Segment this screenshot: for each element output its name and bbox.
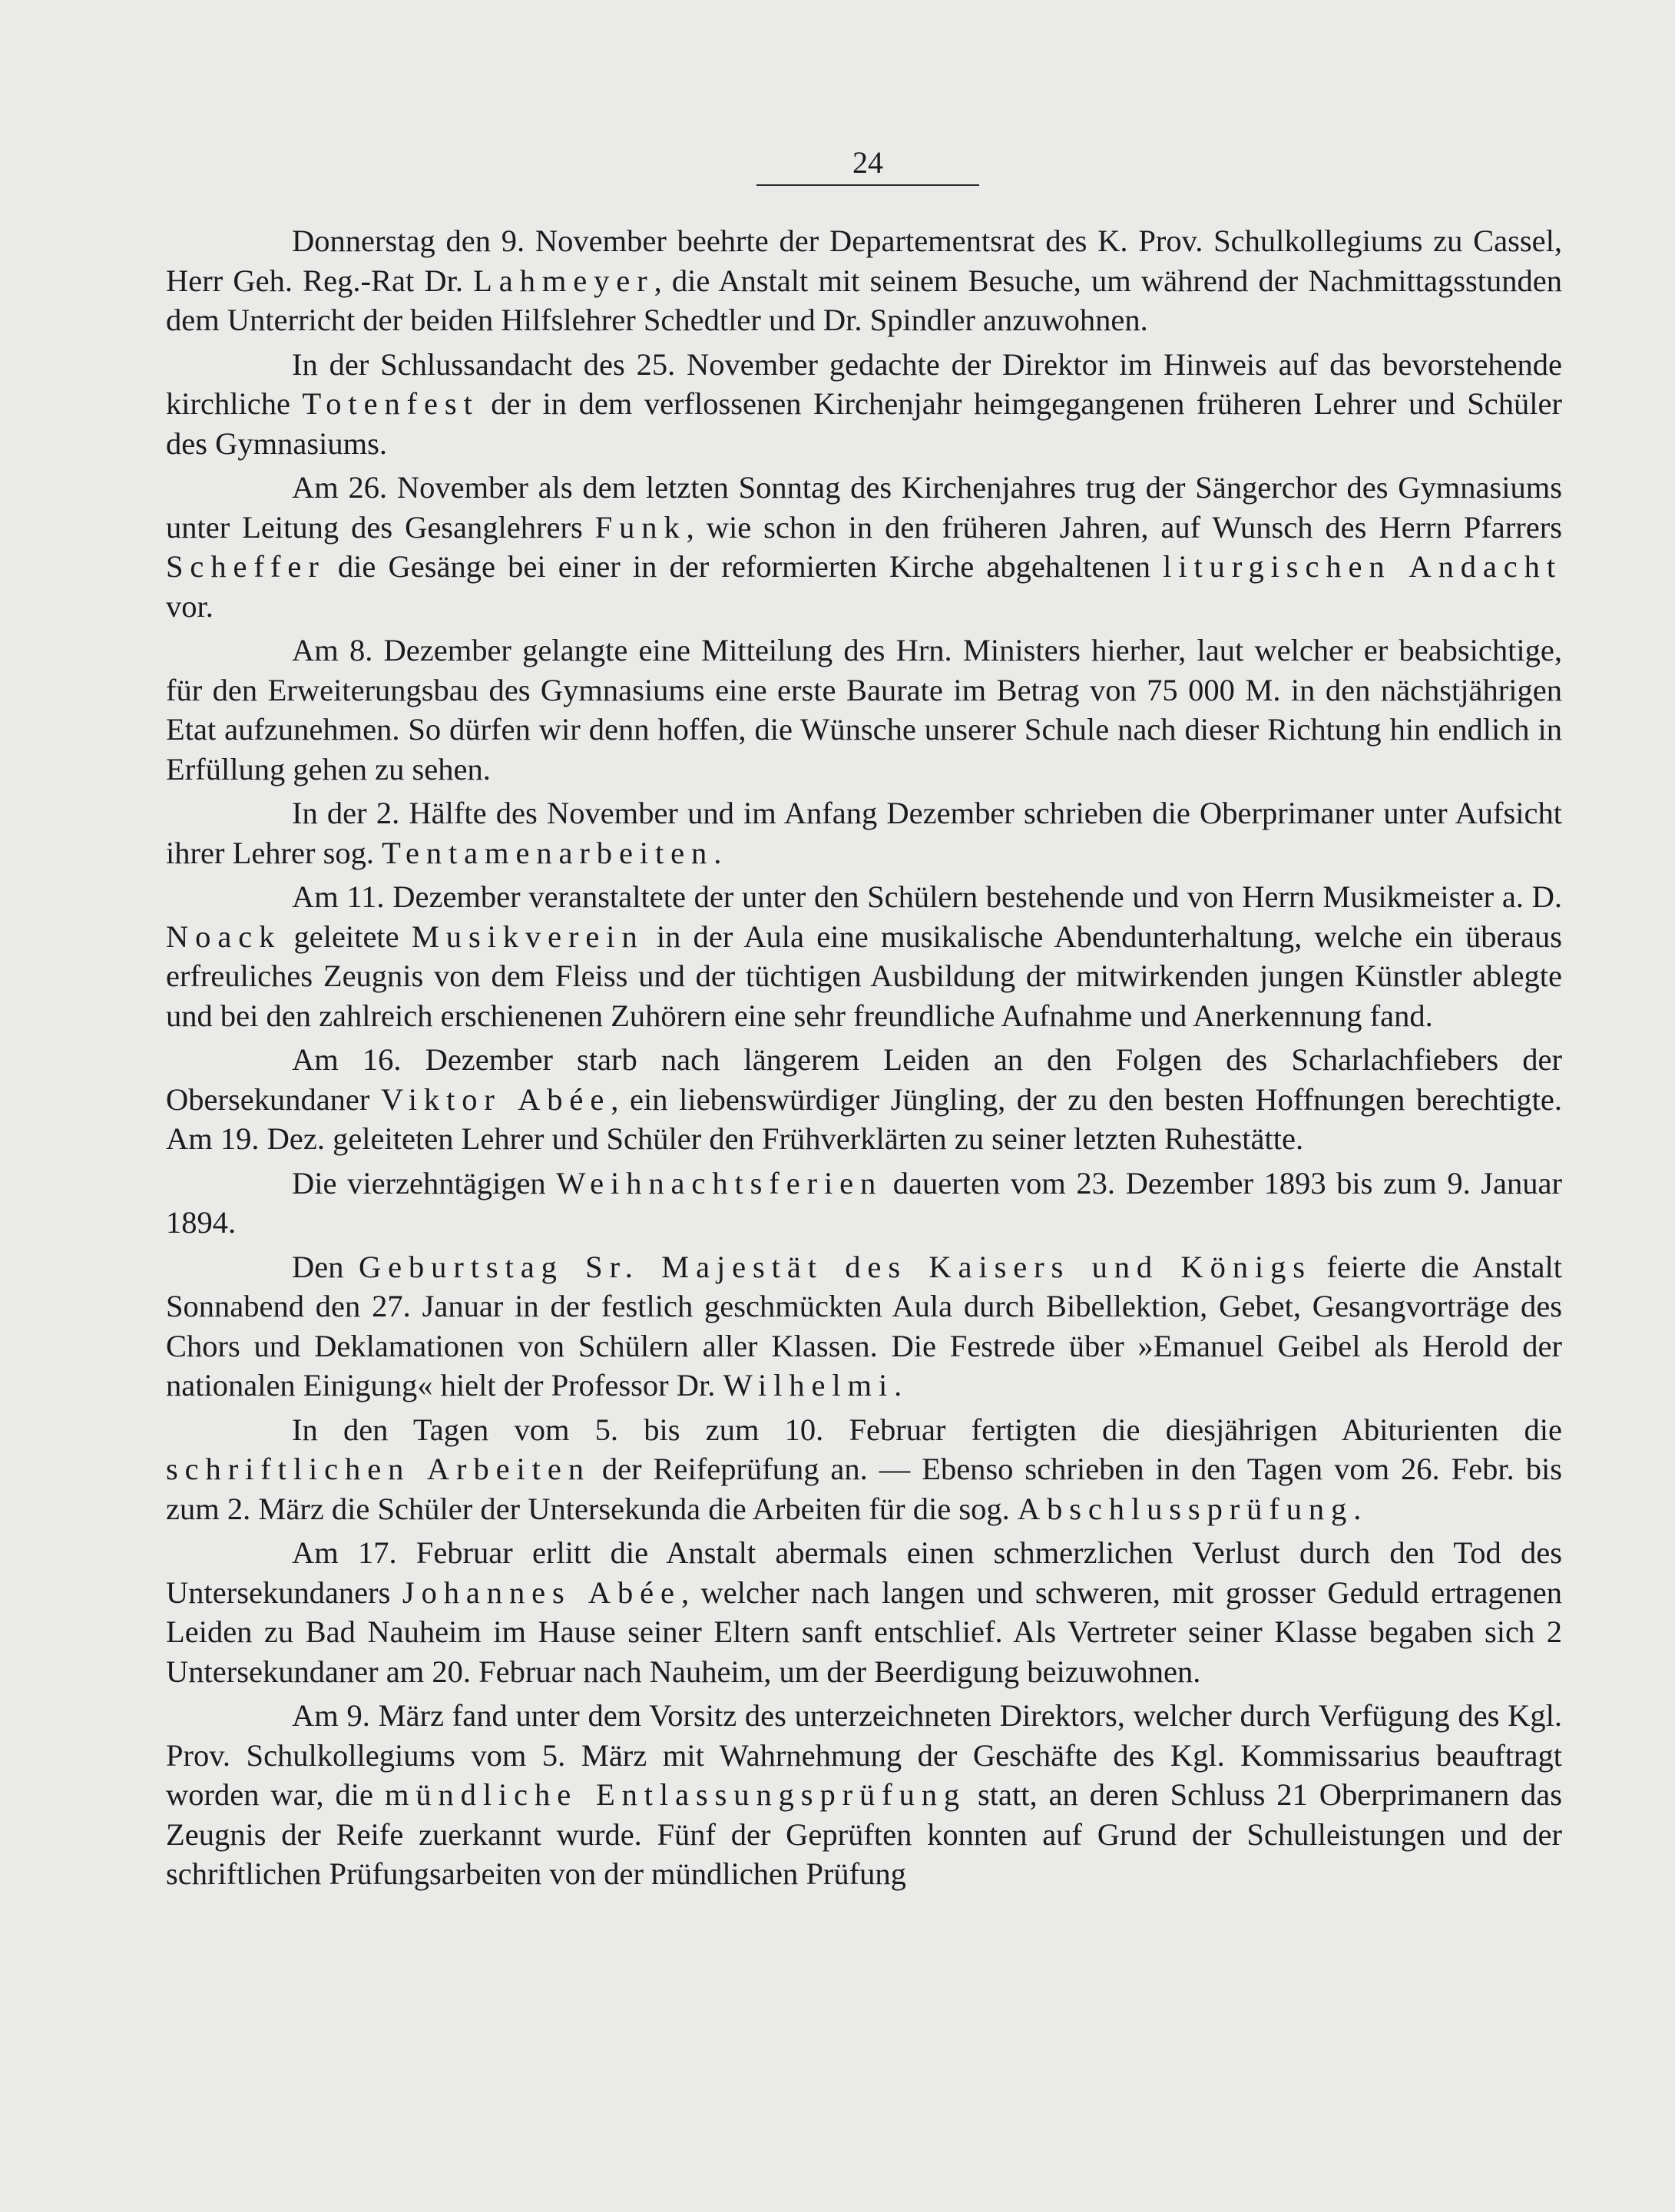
spaced-emphasis: Lahmeyer <box>473 263 654 298</box>
text-run: geleitete <box>281 919 412 954</box>
paragraph <box>166 1533 1562 1691</box>
text-run: der in dem verflossenen Kirchenjahr heimgegangenen früheren Lehrer und Schüler des Gymnasiums. <box>166 386 1562 461</box>
text-run: Am 11. Dezember veranstaltete der unter den Schülern bestehende und von Herrn Musikmeister a. D. <box>292 879 1562 914</box>
text-run: In der 2. Hälfte des November und im Anfang Dezember schrieben die Oberprimaner unter Aufsicht ihrer Lehrer sog. <box>166 796 1562 870</box>
paragraph <box>166 1696 1562 1894</box>
spaced-emphasis: Totenfest <box>302 386 479 421</box>
spaced-emphasis: Johannes Abée <box>402 1575 681 1610</box>
text-run: in der Aula eine musikalische Abendunterhaltung, welche ein überaus erfreuliches Zeugnis von dem Fleiss und der tüchtigen Ausbildung der mitwirkenden jungen Künstler ablegte und bei den zahlreich erschienenen Zuhörern eine sehr freundliche Aufnahme und Anerkennung fand. <box>166 919 1562 1033</box>
page-number: 24 <box>852 145 883 180</box>
spaced-emphasis: liturgischen Andacht <box>1163 549 1562 584</box>
spaced-emphasis: Funk <box>594 509 687 545</box>
text-run: vor. <box>166 588 214 624</box>
spaced-emphasis: Viktor Abée <box>381 1081 611 1117</box>
paragraph <box>166 345 1562 464</box>
spaced-emphasis: Noack <box>166 919 282 954</box>
text-run: . <box>713 835 722 870</box>
text-run: Am 26. November als dem letzten Sonntag des Kirchenjahres trug der Sängerchor des Gymnasiums unter Leitung des Gesanglehrers <box>166 470 1562 545</box>
text-run: , die Anstalt mit seinem Besuche, um während der Nachmittagsstunden dem Unterricht der beiden Hilfslehrer Schedtler und Dr. Spindler anzuwohnen. <box>166 263 1563 337</box>
text-run: , wie schon in den früheren Jahren, auf Wunsch des Herrn Pfarrers <box>686 509 1562 545</box>
text-run: . <box>1353 1491 1362 1526</box>
paragraph <box>166 793 1562 873</box>
paragraph <box>166 1247 1562 1406</box>
text-run: die Gesänge bei einer in der reformierten Kirche abgehaltenen <box>325 549 1164 584</box>
text-run: Am 17. Februar erlitt die Anstalt abermals einen schmerzlichen Verlust durch den Tod des Untersekundaners <box>166 1535 1562 1610</box>
paragraph <box>166 1040 1562 1159</box>
spaced-emphasis: Tentamenarbeiten <box>382 835 714 870</box>
text-run: dauerten vom 23. Dezember 1893 bis zum 9. Januar 1894. <box>166 1165 1562 1240</box>
paragraph <box>166 1410 1562 1529</box>
paragraph <box>166 468 1562 626</box>
paragraph <box>166 631 1562 789</box>
paragraph <box>166 221 1562 340</box>
spaced-emphasis: schriftlichen Arbeiten <box>166 1452 591 1486</box>
text-run: Am 16. Dezember starb nach längerem Leiden an den Folgen des Scharlachfiebers der Obersekundaner <box>166 1042 1562 1117</box>
spaced-emphasis: Weihnachtsferien <box>556 1165 883 1200</box>
spaced-emphasis: Musikverein <box>411 919 644 954</box>
text-run: In den Tagen vom 5. bis zum 10. Februar fertigten die diesjährigen Abiturienten die <box>292 1412 1562 1447</box>
text-run: Am 9. März fand unter dem Vorsitz des unterzeichneten Direktors, welcher durch Verfügung des Kgl. Prov. Schulkollegiums vom 5. März mit Wahrnehmung der Geschäfte des Kgl. Kommissarius beauftragt worden war, die <box>166 1698 1562 1812</box>
text-run: In der Schlussandacht des 25. November gedachte der Direktor im Hinweis auf das bevorstehende kirchliche <box>166 346 1562 421</box>
page-number-rule <box>756 184 979 186</box>
paragraph <box>166 877 1562 1035</box>
text-run: , ein liebenswürdiger Jüngling, der zu den besten Hoffnungen berechtigte. Am 19. Dez. geleiteten Lehrer und Schüler den Frühverklärten zu seiner letzten Ruhestätte. <box>166 1081 1562 1156</box>
text-run: Donnerstag den 9. November beehrte der Departementsrat des K. Prov. Schulkollegiums zu Cassel, Herr Geh. Reg.-Rat Dr. <box>166 224 1562 298</box>
spaced-emphasis: Wilhelmi <box>723 1368 895 1402</box>
spaced-emphasis: Abschlussprüfung <box>1017 1491 1354 1526</box>
text-run: der Reifeprüfung an. — Ebenso schrieben in den Tagen vom 26. Febr. bis zum 2. März die Schüler der Untersekunda die Arbeiten für die sog. <box>166 1452 1562 1526</box>
text-run: , welcher nach langen und schweren, mit grosser Geduld ertragenen Leiden zu Bad Nauheim im Hause seiner Eltern sanft entschlief. Als Vertreter seiner Klasse begaben sich 2 Untersekundaner am 20. Februar nach Nauheim, um der Beerdigung beizuwohnen. <box>166 1575 1563 1689</box>
text-run: Die vierzehntägigen <box>292 1165 557 1200</box>
spaced-emphasis: Scheffer <box>166 549 326 584</box>
spaced-emphasis: Geburtstag Sr. Majestät des Kaisers und Königs <box>358 1249 1312 1284</box>
text-run: Den <box>292 1249 359 1284</box>
text-run: . <box>894 1368 902 1402</box>
text-run: Am 8. Dezember gelangte eine Mitteilung des Hrn. Ministers hierher, laut welcher er beabsichtige, für den Erweiterungsbau des Gymnasiums eine erste Baurate im Betrag von 75 000 M. in den nächstjährigen Etat aufzunehmen. So dürfen wir denn hoffen, die Wünsche unserer Schule nach dieser Richtung hin endlich in Erfüllung gehen zu sehen. <box>166 633 1562 786</box>
spaced-emphasis: mündliche Entlassungsprüfung <box>384 1777 967 1812</box>
body-text <box>166 221 1562 1899</box>
text-run: feierte die Anstalt Sonnabend den 27. Januar in der festlich geschmückten Aula durch Bibellektion, Gebet, Gesangvorträge des Chors und Deklamationen von Schülern aller Klassen. Die Festrede über »Emanuel Geibel als Herold der nationalen Einigung« hielt der Professor Dr. <box>166 1249 1562 1402</box>
paragraph <box>166 1164 1562 1243</box>
text-run: statt, an deren Schluss 21 Oberprimanern das Zeugnis der Reife zuerkannt wurde. Fünf der Geprüften konnten auf Grund der Schulleistungen und der schriftlichen Prüfungsarbeiten von der mündlichen Prüfung <box>166 1777 1563 1891</box>
